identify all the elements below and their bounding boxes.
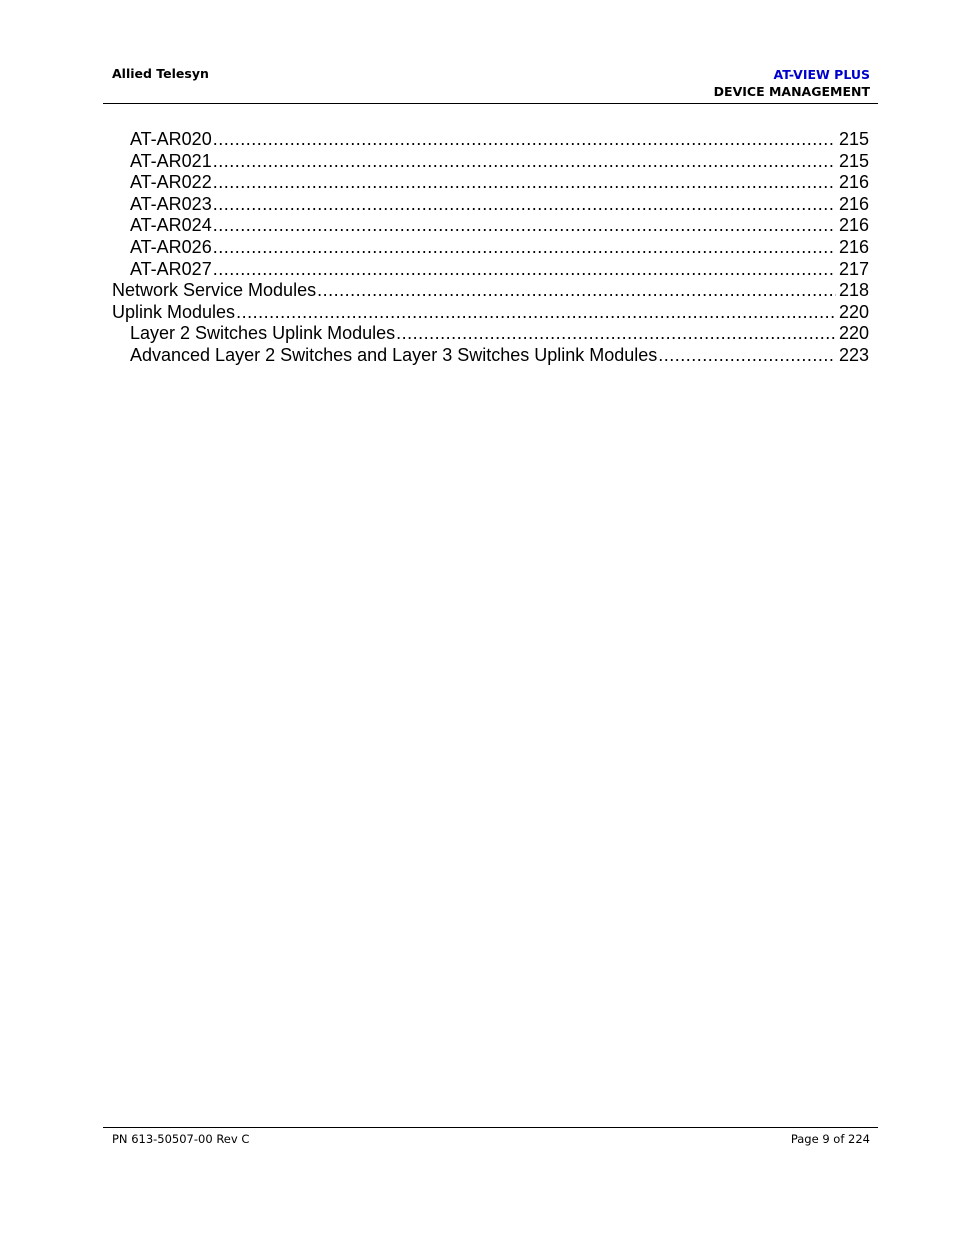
- toc-entry[interactable]: [112, 302, 869, 324]
- footer-part-number: PN 613-50507-00 Rev C: [112, 1132, 250, 1146]
- toc-entry-title: Advanced Layer 2 Switches and Layer 3 Switches Uplink Modules: [130, 344, 658, 365]
- toc-leader-dots: [213, 172, 836, 194]
- toc-leader-dots: [213, 151, 836, 173]
- toc-entry-page: 223: [838, 344, 869, 365]
- toc-entry[interactable]: [112, 237, 869, 259]
- toc-entry-title: AT-AR021: [130, 150, 212, 171]
- toc-entry-page: 216: [838, 236, 869, 257]
- toc-entry-page: 216: [838, 215, 869, 236]
- toc-entry[interactable]: [112, 345, 869, 367]
- toc-entry-title: AT-AR027: [130, 258, 212, 279]
- toc-entry[interactable]: [112, 172, 869, 194]
- header-product: AT-VIEW PLUS: [773, 67, 870, 82]
- toc-entry-page: 216: [838, 172, 869, 193]
- toc-leader-dots: [396, 323, 836, 345]
- footer-divider: [103, 1127, 878, 1128]
- toc-entry[interactable]: [112, 280, 869, 302]
- toc-entry-page: 215: [838, 129, 869, 149]
- toc-leader-dots: [213, 237, 836, 259]
- toc-entry-page: 217: [838, 258, 869, 279]
- toc-entry-title: AT-AR023: [130, 193, 212, 214]
- toc-entry-title: Layer 2 Switches Uplink Modules: [130, 323, 396, 344]
- toc-entry-title: Uplink Modules: [112, 301, 236, 322]
- toc-entry[interactable]: [112, 194, 869, 216]
- toc-leader-dots: [236, 302, 836, 324]
- toc-entry-title: AT-AR024: [130, 215, 212, 236]
- toc-entry-page: 218: [838, 280, 869, 301]
- toc-leader-dots: [213, 194, 836, 216]
- table-of-contents: [112, 129, 869, 367]
- footer-page-number: Page 9 of 224: [790, 1132, 870, 1146]
- toc-entry-title: Network Service Modules: [112, 280, 317, 301]
- toc-entry-title: AT-AR022: [130, 172, 212, 193]
- toc-leader-dots: [658, 345, 836, 367]
- header-section: DEVICE MANAGEMENT: [713, 84, 870, 99]
- toc-entry[interactable]: [112, 323, 869, 345]
- header-company: Allied Telesyn: [112, 66, 209, 81]
- toc-leader-dots: [213, 215, 836, 237]
- toc-entry-page: 220: [838, 323, 869, 344]
- header-divider: [103, 103, 878, 104]
- toc-entry-page: 220: [838, 301, 869, 322]
- toc-entry[interactable]: [112, 151, 869, 173]
- toc-entry-page: 216: [838, 193, 869, 214]
- toc-entry-title: AT-AR020: [130, 129, 212, 149]
- toc-entry[interactable]: [112, 215, 869, 237]
- toc-leader-dots: [317, 280, 836, 302]
- toc-entry-page: 215: [838, 150, 869, 171]
- toc-entry-title: AT-AR026: [130, 236, 212, 257]
- toc-entry[interactable]: [112, 259, 869, 281]
- header-right: [714, 66, 870, 100]
- toc-leader-dots: [213, 259, 836, 281]
- toc-entry[interactable]: [112, 129, 869, 151]
- toc-leader-dots: [213, 129, 836, 151]
